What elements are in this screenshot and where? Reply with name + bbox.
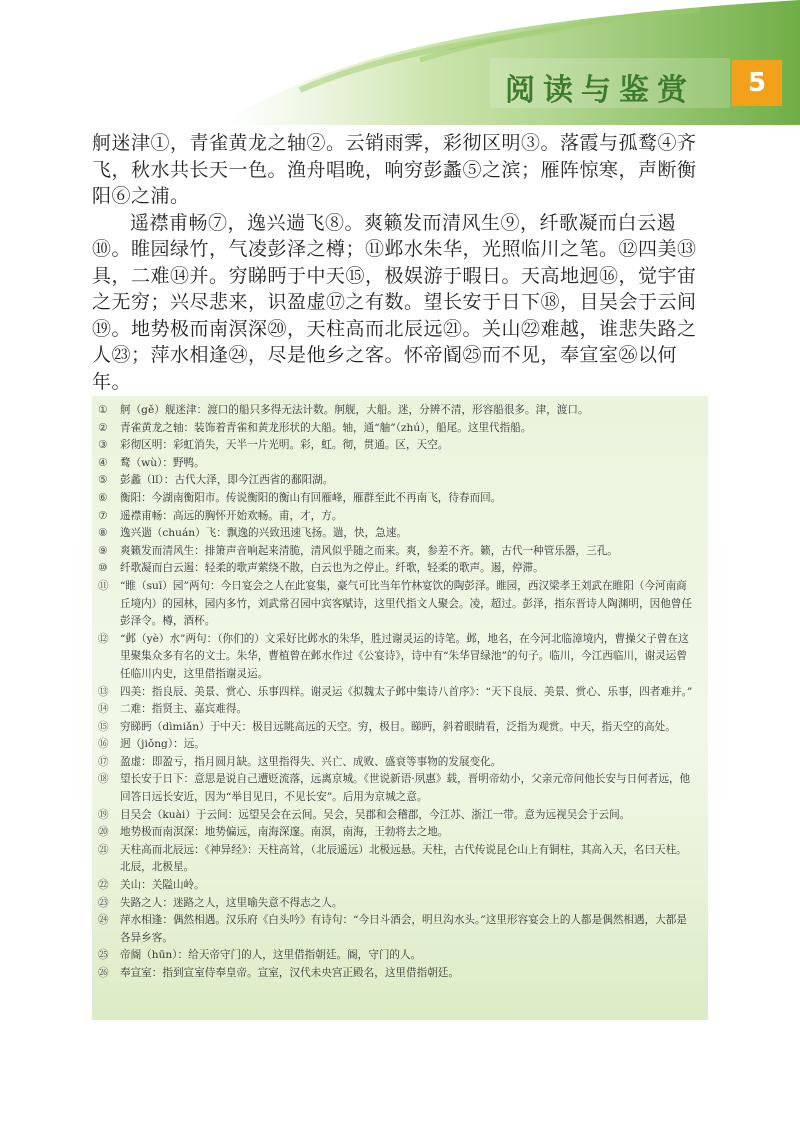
footnote-number: ⑮ [98,720,109,733]
footnote-item [98,895,694,913]
footnote-item [98,842,694,877]
footnote-item [98,701,694,719]
footnote-text: 关山：关隘山岭。 [120,879,205,892]
footnote-text: 青雀黄龙之轴：装饰着青雀和黄龙形状的大船。轴，通“舳”（zhú），船尾。这里代指船。 [120,421,532,434]
footnote-number: ㉑ [98,843,109,856]
footnote-text: 迥（jiǒng）：远。 [120,738,205,751]
footnote-number: ㉓ [98,896,109,909]
footnote-text: 盈虚：即盈亏，指月圆月缺。这里指得失、兴亡、成败、盛衰等事物的发展变化。 [120,755,502,768]
footnote-number: ⑪ [98,579,109,592]
footnote-item [98,824,694,842]
footnote-text: 四美：指良辰、美景、赏心、乐事四样。谢灵运《拟魏太子邺中集诗八首序》：“天下良辰、美景、赏心、乐事，四者难并。” [120,685,693,698]
footnote-number: ④ [98,456,108,469]
footnote-item [98,402,694,420]
footnote-item [98,508,694,526]
footnote-text: 二难：指贤主、嘉宾难得。 [120,703,248,716]
footnotes-box [92,396,708,1020]
footnote-number: ⑭ [98,703,109,716]
footnote-number: ⑨ [98,544,108,557]
footnote-number: ⑱ [98,773,109,786]
footnote-item [98,736,694,754]
footnote-item [98,771,694,806]
footnote-item [98,560,694,578]
footnote-item [98,965,694,983]
footnote-number: ⑯ [98,738,109,751]
footnote-text: 穷睇眄（dìmiǎn）于中天：极目远眺高远的天空。穷，极目。睇眄，斜着眼睛看，泛指为观赏。中天，指天空的高处。 [120,720,676,733]
footnote-number: ㉒ [98,879,109,892]
footnote-text: 地势极而南溟深：地势偏远，南海深邃。南溟，南海，王勃将去之地。 [120,826,449,839]
footnote-number: ⑤ [98,474,108,487]
footnote-text: 帝阍（hūn）：给天帝守门的人，这里借指朝廷。阍，守门的人。 [120,949,422,962]
footnote-number: ⑲ [98,808,109,821]
page-header [0,0,800,125]
footnote-item [98,912,694,947]
footnote-text: 纤歌凝而白云遏：轻柔的歌声萦绕不散，白云也为之停止。纤歌，轻柔的歌声。遏，停滞。 [120,562,544,575]
paragraph-1: 舸迷津①，青雀黄龙之轴②。云销雨霁，彩彻区明③。落霞与孤鹜④齐飞，秋水共长天一色。渔舟唱晚，响穷彭蠡⑤之滨；雁阵惊寒，声断衡阳⑥之浦。 [92,132,697,207]
footnote-item [98,947,694,965]
footnote-number: ⑥ [98,491,108,504]
footnote-text: 萍水相逢：偶然相遇。汉乐府《白头吟》有诗句：“今日斗酒会，明旦沟水头。”这里形容宴会上的人都是偶然相遇，大都是各异乡客。 [120,914,687,944]
footnote-text: 目吴会（kuài）于云间：远望吴会在云间。吴会，吴郡和会稽郡，今江苏、浙江一带。意为远视吴会于云间。 [120,808,631,821]
footnote-text: “睢（suī）园”两句：今日宴会之人在此宴集，豪气可比当年竹林宴饮的陶彭泽。睢园，西汉梁孝王刘武在睢阳（今河南商丘境内）的园林，园内多竹，刘武常召园中宾客赋诗，这里代指文人聚会。凌，超过。彭泽，指东晋诗人陶渊明，因他曾任彭泽令。樽，酒杯。 [120,579,693,628]
footnote-number: ⑦ [98,509,108,522]
main-text [92,130,712,395]
footnote-text: 衡阳：今湖南衡阳市。传说衡阳的衡山有回雁峰，雁群至此不再南飞，待春而回。 [120,491,502,504]
footnote-text: 失路之人：迷路之人，这里喻失意不得志之人。 [120,896,343,909]
footnote-item [98,719,694,737]
footnote-text: 彭蠡（lǐ）：古代大泽，即今江西省的鄱阳湖。 [120,474,334,487]
page-number-badge: 5 [732,60,782,106]
footnote-text: 奉宣室：指到宣室侍奉皇帝。宣室，汉代未央宫正殿名，这里借指朝廷。 [120,967,459,979]
footnote-number: ㉔ [98,914,109,927]
footnote-number: ⑳ [98,826,109,839]
footnote-number: ⑬ [98,685,109,698]
footnote-number: ① [98,404,108,416]
footnote-item [98,807,694,825]
footnote-item [98,472,694,490]
footnote-item [98,490,694,508]
footnote-item [98,754,694,772]
footnote-text: 天柱高而北辰远：《神异经》：天柱高耸，（北辰遥远）北极远悬。天柱，古代传说昆仑山上有铜柱，其高入天，名曰天柱。北辰，北极星。 [120,843,687,874]
footnote-item [98,578,694,631]
footnote-text: 爽籁发而清风生：排箫声音响起来清脆，清风似乎随之而来。爽，参差不齐。籁，古代一种管乐器，三孔。 [120,544,618,557]
footnote-number: ㉖ [98,967,109,979]
footnote-item [98,455,694,473]
footnote-number: ⑧ [98,527,108,540]
footnote-number: ⑰ [98,755,109,768]
footnote-text: 舸（gě）舰迷津：渡口的船只多得无法计数。舸舰，大船。迷，分辨不清，形容船很多。津，渡口。 [120,404,589,416]
footnote-text: 逸兴遄（chuán）飞：飘逸的兴致迅速飞扬。遄，快，急速。 [120,527,407,540]
footnote-item [98,543,694,561]
footnote-text: 望长安于日下：意思是说自己遭贬流落，远离京城。《世说新语·夙惠》载，晋明帝幼小，父亲元帝问他长安与日何者远，他回答日远长安近，因为“举目见日，不见长安”。后用为京城之意。 [120,773,691,804]
footnote-item [98,525,694,543]
footnote-item [98,877,694,895]
footnote-text: 彩彻区明：彩虹消失，天半一片光明。彩，虹。彻，贯通。区，天空。 [120,439,449,452]
footnote-text: 鹜（wù）：野鸭。 [120,456,205,469]
footnote-item [98,631,694,684]
paragraph-2: 遥襟甫畅⑦，逸兴遄飞⑧。爽籁发而清风生⑨，纤歌凝而白云遏⑩。睢园绿竹，气凌彭泽之樽；⑪邺水朱华，光照临川之笔。⑫四美⑬具，二难⑭并。穷睇眄于中天⑮，极娱游于暇日。天高地迥⑯，觉宇宙之无穷；兴尽悲来，识盈虚⑰之有数。望长安于日下⑱，目吴会于云间⑲。地势极而南溟深⑳，天柱高而北辰远㉑。关山㉒难越，谁悲失路之人㉓；萍水相逢㉔，尽是他乡之客。怀帝阍㉕而不见，奉宣室㉖以何年。 [92,211,697,393]
footnote-number: ㉕ [98,949,109,962]
section-title: 阅读与鉴赏 [505,73,695,108]
footnote-item [98,437,694,455]
footnote-number: ③ [98,439,108,452]
footnote-item [98,684,694,702]
footnote-number: ⑩ [98,562,108,575]
footnote-text: 遥襟甫畅：高远的胸怀开始欢畅。甫，才，方。 [120,509,343,522]
footnote-item [98,420,694,438]
footnote-text: “邺（yè）水”两句：（你们的）文采好比邺水的朱华，胜过谢灵运的诗笔。邺，地名，在今河北临漳境内，曹操父子曾在这里聚集众多有名的文士。朱华，曹植曾在邺水作过《公宴诗》，诗中有“朱华冒绿池”的句子。临川，今江西临川，谢灵运曾任临川内史，这里借指谢灵运。 [120,632,689,680]
footnote-number: ② [98,421,108,434]
footnote-number: ⑫ [98,632,109,645]
